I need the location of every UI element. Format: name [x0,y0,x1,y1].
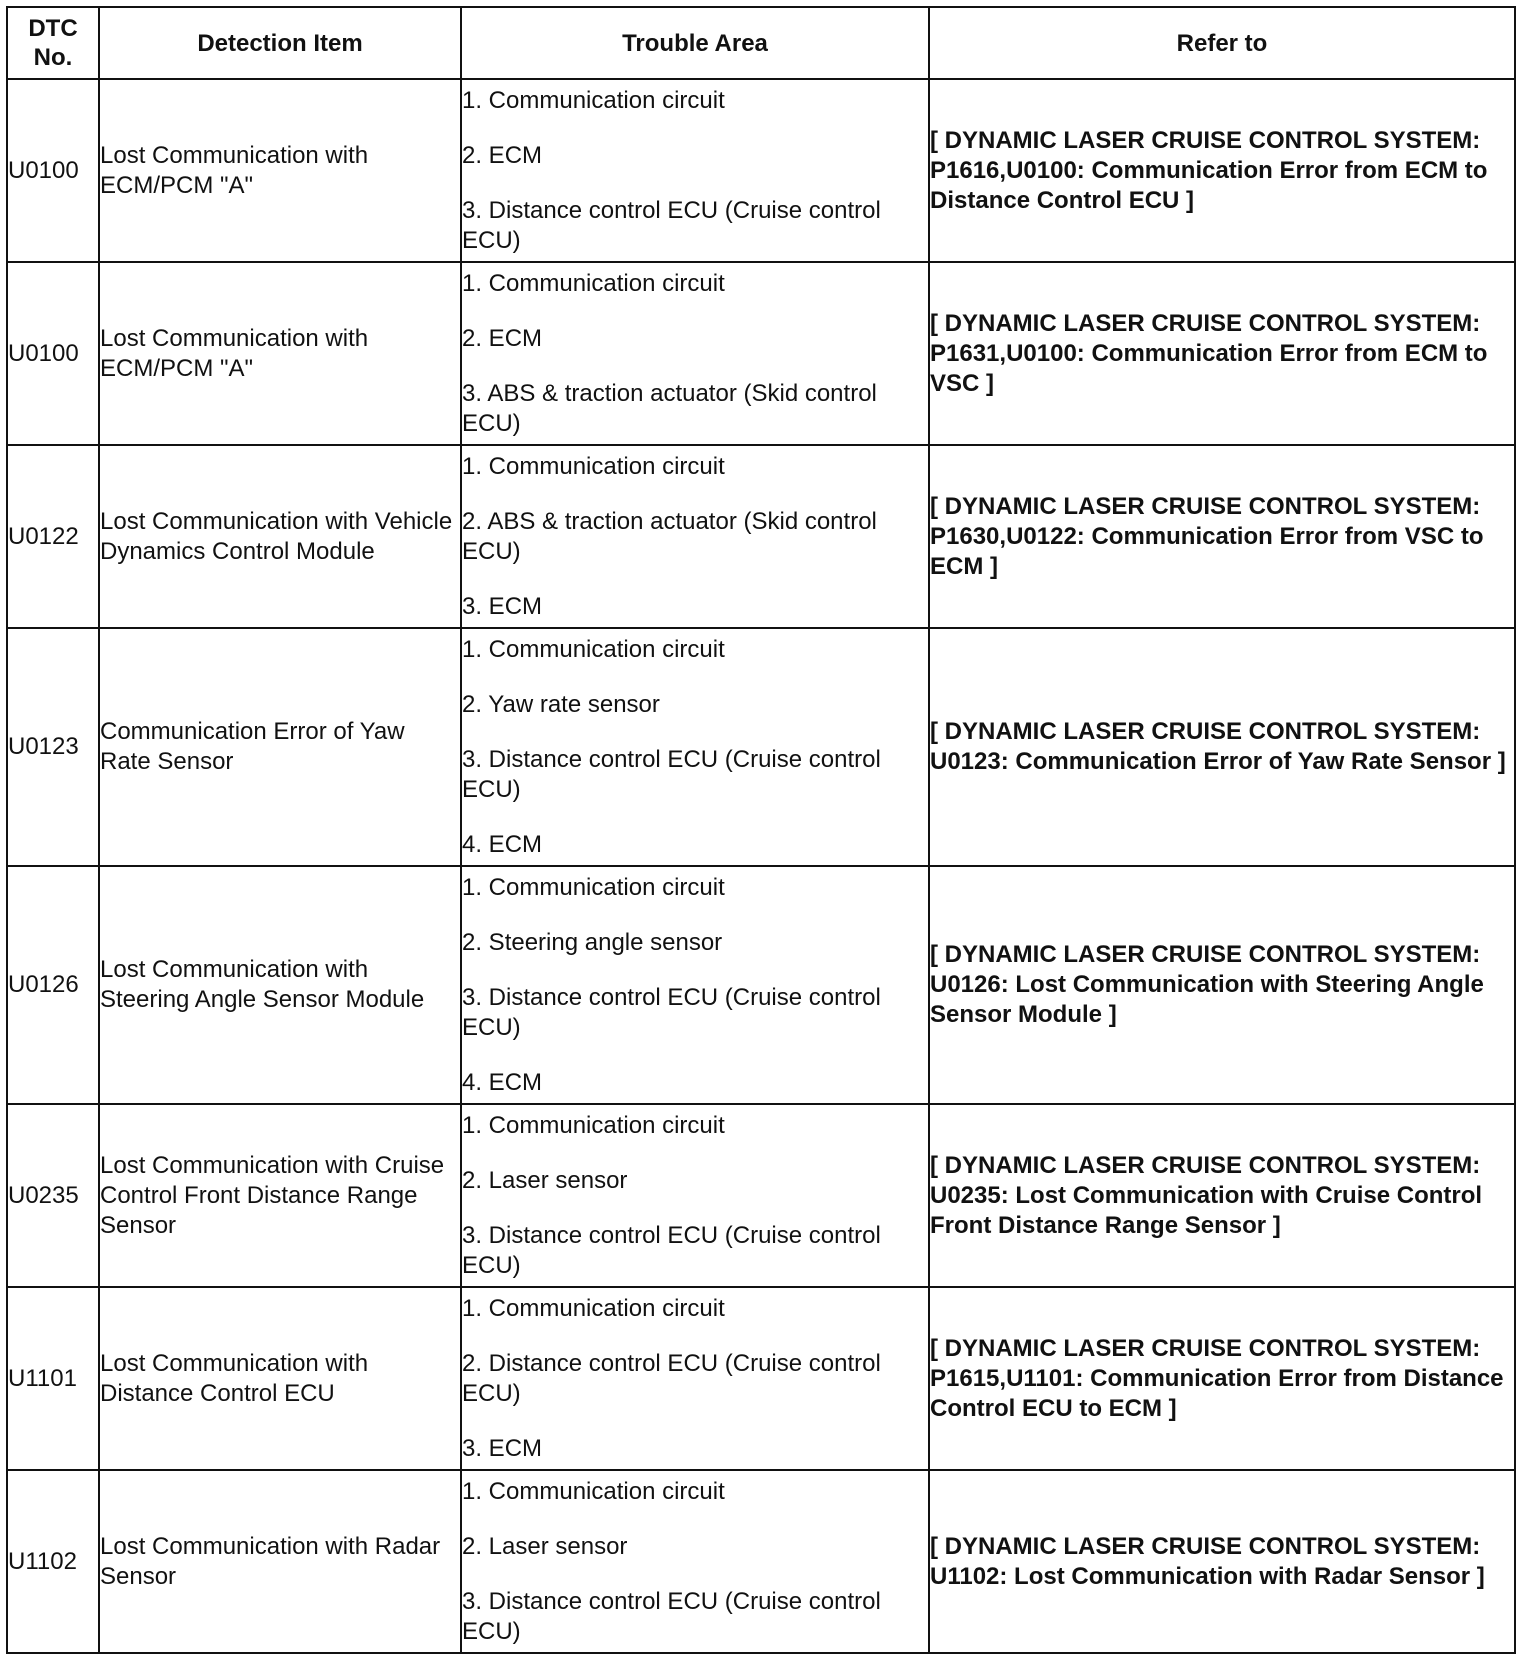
trouble-area-item: 2. Laser sensor [462,1532,628,1560]
detection-item: Lost Communication with Cruise Control Front Distance Range Sensor [99,1104,461,1287]
dtc-code: U1102 [7,1470,99,1653]
header-detection-item: Detection Item [99,7,461,79]
refer-to-link[interactable]: [ DYNAMIC LASER CRUISE CONTROL SYSTEM: P1631,U0100: Communication Error from ECM to VSC ] [929,262,1515,445]
detection-item: Lost Communication with ECM/PCM "A" [99,79,461,262]
header-refer-to: Refer to [929,7,1515,79]
trouble-area-item: 3. Distance control ECU (Cruise control ECU) [462,1221,881,1279]
trouble-area-item: 1. Communication circuit [462,452,725,480]
detection-item: Lost Communication with Radar Sensor [99,1470,461,1653]
refer-to-link[interactable]: [ DYNAMIC LASER CRUISE CONTROL SYSTEM: U1102: Lost Communication with Radar Sensor ] [929,1470,1515,1653]
refer-to-link[interactable]: [ DYNAMIC LASER CRUISE CONTROL SYSTEM: P1615,U1101: Communication Error from Distance Control ECU to ECM ] [929,1287,1515,1470]
dtc-table [6,6,1516,1654]
table-row [7,866,1515,1104]
trouble-area-item: 1. Communication circuit [462,86,725,114]
refer-to-link[interactable]: [ DYNAMIC LASER CRUISE CONTROL SYSTEM: P1616,U0100: Communication Error from ECM to Distance Control ECU ] [929,79,1515,262]
trouble-area-item: 1. Communication circuit [462,873,725,901]
detection-item: Communication Error of Yaw Rate Sensor [99,628,461,866]
table-row [7,628,1515,866]
trouble-area-item: 3. ECM [462,592,543,620]
dtc-code: U0123 [7,628,99,866]
trouble-area [461,1104,929,1287]
detection-item: Lost Communication with Steering Angle Sensor Module [99,866,461,1104]
trouble-area-item: 2. ABS & traction actuator (Skid control ECU) [462,507,877,565]
trouble-area-item: 1. Communication circuit [462,1477,725,1505]
trouble-area [461,866,929,1104]
table-row [7,79,1515,262]
trouble-area-item: 2. ECM [462,141,543,169]
dtc-code: U0122 [7,445,99,628]
trouble-area-item: 3. Distance control ECU (Cruise control ECU) [462,1587,881,1645]
trouble-area-item: 3. ECM [462,1434,543,1462]
header-trouble-area: Trouble Area [461,7,929,79]
table-header-row [7,7,1515,79]
trouble-area-item: 3. Distance control ECU (Cruise control ECU) [462,196,881,254]
refer-to-link[interactable]: [ DYNAMIC LASER CRUISE CONTROL SYSTEM: U0123: Communication Error of Yaw Rate Sensor ] [929,628,1515,866]
refer-to-link[interactable]: [ DYNAMIC LASER CRUISE CONTROL SYSTEM: U0235: Lost Communication with Cruise Control Front Distance Range Sensor ] [929,1104,1515,1287]
trouble-area-item: 1. Communication circuit [462,635,725,663]
dtc-code: U0235 [7,1104,99,1287]
trouble-area [461,445,929,628]
refer-to-link[interactable]: [ DYNAMIC LASER CRUISE CONTROL SYSTEM: U0126: Lost Communication with Steering Angle Sensor Module ] [929,866,1515,1104]
trouble-area [461,1470,929,1653]
detection-item: Lost Communication with ECM/PCM "A" [99,262,461,445]
trouble-area-item: 2. ECM [462,324,543,352]
trouble-area [461,79,929,262]
header-dtc-no: DTC No. [7,7,99,79]
trouble-area-item: 3. Distance control ECU (Cruise control ECU) [462,745,881,803]
detection-item: Lost Communication with Distance Control ECU [99,1287,461,1470]
trouble-area-item: 2. Distance control ECU (Cruise control ECU) [462,1349,881,1407]
trouble-area-item: 2. Laser sensor [462,1166,628,1194]
trouble-area [461,1287,929,1470]
refer-to-link[interactable]: [ DYNAMIC LASER CRUISE CONTROL SYSTEM: P1630,U0122: Communication Error from VSC to ECM ] [929,445,1515,628]
trouble-area [461,262,929,445]
table-row [7,445,1515,628]
detection-item: Lost Communication with Vehicle Dynamics Control Module [99,445,461,628]
table-row [7,1287,1515,1470]
dtc-code: U0100 [7,262,99,445]
dtc-code: U1101 [7,1287,99,1470]
dtc-code: U0100 [7,79,99,262]
trouble-area-item: 4. ECM [462,830,543,858]
trouble-area-item: 1. Communication circuit [462,269,725,297]
trouble-area-item: 3. ABS & traction actuator (Skid control ECU) [462,379,877,437]
trouble-area-item: 3. Distance control ECU (Cruise control ECU) [462,983,881,1041]
trouble-area-item: 2. Yaw rate sensor [462,690,660,718]
trouble-area-item: 1. Communication circuit [462,1294,725,1322]
trouble-area-item: 2. Steering angle sensor [462,928,723,956]
trouble-area-item: 4. ECM [462,1068,543,1096]
trouble-area [461,628,929,866]
trouble-area-item: 1. Communication circuit [462,1111,725,1139]
table-row [7,262,1515,445]
dtc-code: U0126 [7,866,99,1104]
table-row [7,1104,1515,1287]
table-row [7,1470,1515,1653]
